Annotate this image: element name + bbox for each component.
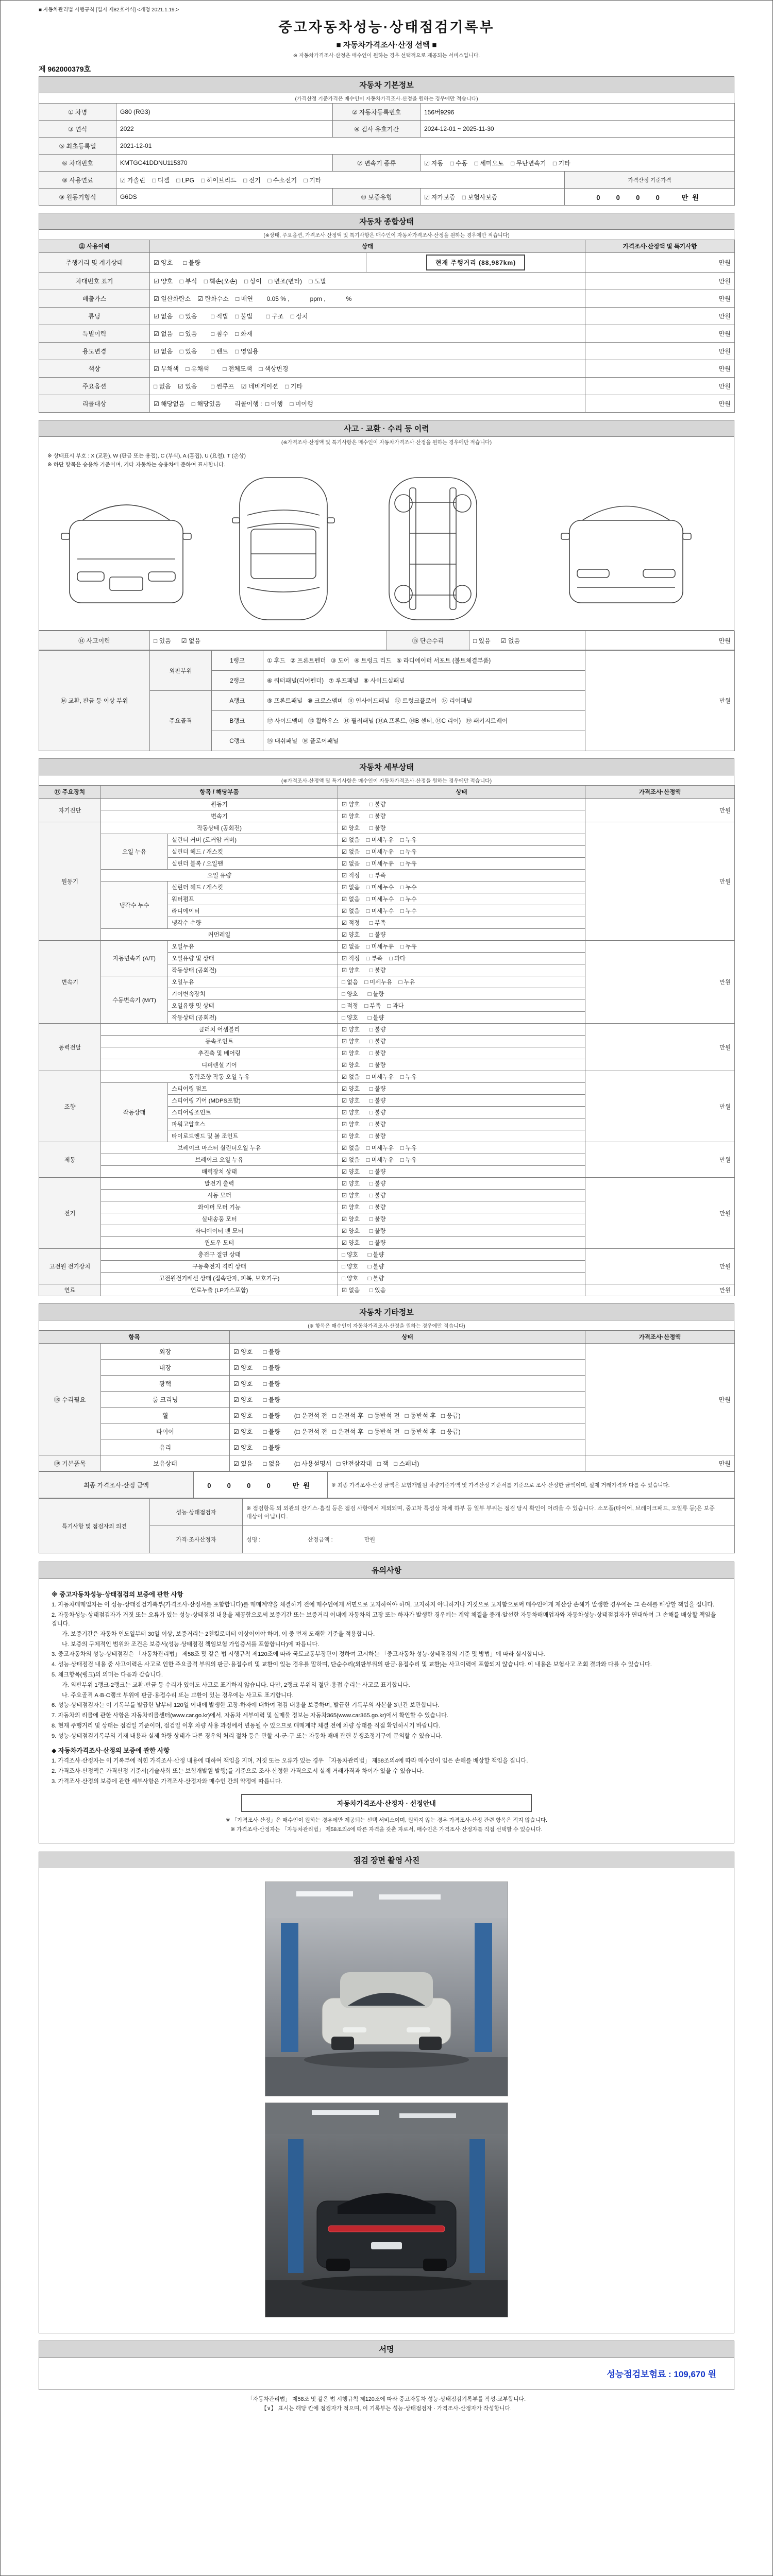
cell: ※ 최종 가격조사·산정 금액은 보험개발원 차량기준가액 및 가격산정 기준서를 기준으로 조사·산정한 금액이며, 실제 거래가격과 다를 수 있습니다. [328, 1472, 735, 1498]
cell: 동력조향 작동 오일 누유 [101, 1071, 338, 1083]
cell: 휠 [101, 1408, 230, 1423]
cell: 만원 [585, 1344, 735, 1455]
cell: 냉각수 누수 [101, 882, 168, 929]
cell: ☑ 해당없음 □ 해당있음 리콜이행 : □ 이행 □ 미이행 [150, 395, 585, 413]
cell: 스티어링조인트 [168, 1107, 338, 1118]
cell: B랭크 [212, 711, 263, 731]
cell: 내장 [101, 1360, 230, 1376]
cell: ⑯ 교환, 판금 등 이상 부위 [39, 651, 150, 751]
engine-type: G6DS [116, 189, 333, 206]
cell: 유리 [101, 1439, 230, 1455]
cell: ☑ 양호 □ 불량 [338, 1166, 585, 1178]
cell: 작동상태 (공회전) [168, 964, 338, 976]
final-price-label: 최종 가격조사·산정 금액 [39, 1472, 194, 1498]
cell: 고전원 전기장치 [39, 1249, 101, 1284]
cell: 만원 [585, 395, 735, 413]
notice-line: 6. 성능·상태점검자는 이 기록부를 발급한 날부터 120일 이내에 발생한 고장·하자에 대하여 점검 내용을 보증하며, 발급한 기록부의 사본을 3년간 보관합니다. [52, 1702, 440, 1709]
notice-title: 유의사항 [39, 1562, 734, 1579]
section-misc-title: 자동차 기타정보 [39, 1303, 734, 1320]
cell: 실린더 헤드 / 개스킷 [168, 846, 338, 858]
cell: 만원 [585, 1071, 735, 1142]
cell: ☑ 양호 □ 불량 [338, 1130, 585, 1142]
cell: A랭크 [212, 691, 263, 711]
car-top-diagram [232, 478, 334, 620]
cell: ☑ 양호 □ 불량 [338, 929, 585, 941]
cell: 만원 [585, 343, 735, 360]
cell: ☑ 없음 □ 미세누유 □ 누유 [338, 1142, 585, 1154]
cell: ☑ 양호 □ 불량 [338, 1237, 585, 1249]
cell: ⑩ 보증유형 [333, 189, 421, 206]
cell: 룸 크리닝 [101, 1392, 230, 1408]
final-price-value: 0 0 0 0 만원 [194, 1472, 328, 1498]
cell: 워터펌프 [168, 893, 338, 905]
cell: ☑ 적정 □ 부족 [338, 917, 585, 929]
cell: 자기진단 [39, 799, 101, 822]
cell: 실린더 헤드 / 개스킷 [168, 882, 338, 893]
cell: 제동 [39, 1142, 101, 1178]
cell: 만원 [585, 799, 735, 822]
car-outline-diagrams [49, 471, 724, 626]
footer-line-1: 「자동차관리법」 제58조 및 같은 법 시행규칙 제120조에 따라 중고자동차 성능·상태점검기록부를 작성·교부합니다. [247, 2396, 526, 2403]
cell: ③ 연식 [39, 121, 116, 138]
cell: ☑ 양호 □ 불량 [338, 1201, 585, 1213]
signature-title: 서명 [39, 2341, 734, 2358]
cell: 냉각수 수량 [168, 917, 338, 929]
notice-line: ※ 「가격조사·산정」은 매수인이 원하는 경우에만 제공되는 선택 서비스이며, 원하지 않는 경우 가격조사·산정 관련 항목은 적지 않습니다. [226, 1817, 547, 1824]
cell: 변속기 [101, 810, 338, 822]
cell: 파워고압호스 [168, 1118, 338, 1130]
cell: 스티어링 기어 (MDPS포함) [168, 1095, 338, 1107]
detail-condition-table [39, 785, 735, 1296]
cell: 가격조사·산정액 및 특기사항 [585, 240, 735, 253]
cell: 만원 [585, 1178, 735, 1249]
cell: □ 없음 □ 미세누유 □ 누유 [338, 976, 585, 988]
notice-line: 1. 가격조사·산정자는 이 기록부에 적힌 가격조사·산정 내용에 대하여 책임을 지며, 거짓 또는 오류가 있는 경우 「자동차관리법」 제58조의4에 따라 매수인이 입은 손해를 배상할 책임을 집니다. [52, 1758, 528, 1765]
cell: ☑ 없음 □ 미세누유 □ 누유 [338, 1071, 585, 1083]
cell: 수동변속기 (M/T) [101, 976, 168, 1024]
notice-line: 9. 성능·상태점검기록부의 기재 내용과 실제 차량 상태가 다른 경우의 처리 절차 등은 관할 시·군·구 또는 자동차 매매 관련 분쟁조정기구에 문의할 수 있습니다. [52, 1733, 443, 1739]
cell: 상태 [150, 240, 585, 253]
cell: 성능·상태점검자 [150, 1499, 243, 1526]
cell: 시동 모터 [101, 1190, 338, 1201]
cell: ☑ 없음 □ 있음 □ 렌트 □ 영업용 [150, 343, 585, 360]
cell: 만원 [585, 631, 735, 650]
cell: 윈도우 모터 [101, 1237, 338, 1249]
cell: 만원 [585, 1142, 735, 1178]
cell: ☑ 양호 □ 불량 [338, 1024, 585, 1036]
cell: ☑ 양호 □ 불량 [338, 810, 585, 822]
cell: ☑ 양호 □ 불량 [338, 1225, 585, 1237]
section-misc-note: (※ 항목은 매수인이 자동차가격조사·산정을 원하는 경우에만 적습니다) [39, 1320, 734, 1330]
notice-part1 [52, 1590, 721, 1741]
document-subtitle-note: ※ 자동차가격조사·산정은 매수인이 원하는 경우 선택적으로 제공되는 서비스입니다. [293, 53, 480, 59]
notice-line: 8. 현재 주행거리 및 상태는 점검일 기준이며, 점검일 이후 차량 사용 과정에서 변동될 수 있으므로 매매계약 체결 전에 차량 상태를 직접 확인하시기 바랍니다. [52, 1723, 440, 1729]
cell: 충전구 절연 상태 [101, 1249, 338, 1261]
document-page [39, 0, 734, 2412]
cell: 배출가스 [39, 290, 150, 308]
cell: ☑ 없음 □ 미세누유 □ 누유 [338, 1154, 585, 1166]
notice-part2 [52, 1746, 721, 1786]
cell: ☑ 양호 □ 불량 [230, 1376, 585, 1392]
notice-line: 2. 자동차성능·상태점검자가 거짓 또는 오류가 있는 성능·상태점검 내용을 제공함으로써 보증기간 또는 보증거리 이내에 자동차의 고장 또는 하자가 발생한 경우에는 계약 체결을 중개·알선한 자동차매매업자와 자동차성능·상태점검자가 연대하여 그 손해를 배상할 책임을 집니다. [52, 1612, 718, 1628]
cell: 브레이크 마스터 실린더오일 누유 [101, 1142, 338, 1154]
cell: 항목 [39, 1331, 230, 1344]
section-overall-title: 자동차 종합상태 [39, 213, 734, 229]
emission-values: ☑ 일산화탄소 ☑ 탄화수소 □ 매연 0.05 % , ppm , % [150, 290, 585, 308]
warranty-type: ☑ 자가보증 □ 보험사보증 [421, 189, 565, 206]
cell: ☑ 없음 □ 미세누유 □ 누유 [338, 941, 585, 953]
cell: ☑ 양호 □ 불량 (□ 운전석 전 □ 운전석 후 □ 동반석 전 □ 동반석 후 □ 응급) [230, 1408, 585, 1423]
cell: 오일 유량 [101, 870, 338, 882]
cell: 만원 [585, 360, 735, 378]
cell: ① 후드 ② 프론트펜더 ③ 도어 ④ 트렁크 리드 ⑤ 라디에이터 서포트 (볼트체결부품) [263, 651, 585, 671]
cell: 특별이력 [39, 325, 150, 343]
inspection-valid-period: 2024-12-01 ~ 2025-11-30 [421, 121, 735, 138]
section-accident-note: (※가격조사·산정액 및 특기사항은 매수인이 자동차가격조사·산정을 원하는 경우에만 적습니다) [39, 436, 734, 447]
cell: 실린더 커버 (로커암 커버) [168, 834, 338, 846]
cell: 가격조사·산정액 [585, 786, 735, 799]
cell: ☑ 양호 □ 불량 [338, 1095, 585, 1107]
section-accident-title: 사고 · 교환 · 수리 등 이력 [39, 420, 734, 436]
cell: 광택 [101, 1376, 230, 1392]
cell: ⑤ 최초등록일 [39, 138, 116, 155]
cell: 리콜대상 [39, 395, 150, 413]
cell: ⑱ 수리필요 [39, 1344, 101, 1455]
first-registration-date: 2021-12-01 [116, 138, 735, 155]
section-basic-note: (가격산정 기준가격은 매수인이 자동차가격조사·산정을 원하는 경우에만 적습니다) [39, 93, 734, 103]
cell: 오일누유 [168, 941, 338, 953]
notice-line: 3. 가격조사·산정의 보증에 관한 세부사항은 가격조사·산정자와 매수인 간의 약정에 따릅니다. [52, 1778, 282, 1785]
cell: ☑ 양호 □ 불량 [338, 1036, 585, 1047]
section-detail-note: (※가격조사·산정액 및 특기사항은 매수인이 자동차가격조사·산정을 원하는 경우에만 적습니다) [39, 775, 734, 785]
cell: ☑ 양호 □ 불량 [338, 1047, 585, 1059]
cell: ☑ 양호 □ 불량 [338, 1178, 585, 1190]
footer [39, 2395, 734, 2412]
cell: ⑮ 대쉬패널 ⑯ 플로어패널 [263, 731, 585, 751]
cell: ④ 검사 유효기간 [333, 121, 421, 138]
cell: ☑ 양호 □ 불량 [230, 1392, 585, 1408]
cell: 타이로드엔드 및 볼 조인트 [168, 1130, 338, 1142]
cell: 만원 [585, 822, 735, 941]
inspection-photo-front [265, 1882, 508, 2096]
notice-line: ※ 중고자동차성능·상태점검의 보증에 관한 사항 [52, 1591, 183, 1598]
notice-line: 2. 가격조사·산정액은 가격산정 기준서(기술사회 또는 보험개발원 발행)를 기준으로 조사·산정한 가격으로서 실제 거래가격과 차이가 있을 수 있습니다. [52, 1768, 424, 1774]
cell: 타이어 [101, 1423, 230, 1439]
cell: ⑰ 주요장치 [39, 786, 101, 799]
cell: 만원 [585, 378, 735, 395]
notice-line: 3. 중고자동차의 성능·상태점검은 「자동차관리법」 제58조 및 같은 법 시행규칙 제120조에 따라 국토교통부장관이 정하여 고시하는 「중고자동차 성능·상태점검의 기준 및 방법」에 따라 실시합니다. [52, 1651, 545, 1658]
remark-table [39, 1498, 735, 1553]
section-detail-title: 자동차 세부상태 [39, 758, 734, 775]
cell: ☑ 양호 □ 불량 [150, 253, 366, 273]
cell: ☑ 없음 □ 미세누유 □ 누유 [338, 858, 585, 870]
cell: 오일 누유 [101, 834, 168, 870]
notice-line: 가. 외판부위 1랭크·2랭크는 교환·판금 등 수리가 있어도 사고로 표기하지 않습니다. 다만, 2랭크 부위의 절단·용접 수리는 사고로 표기합니다. [62, 1682, 410, 1688]
cell: ☑ 양호 □ 불량 [338, 1118, 585, 1130]
cell: 오일유량 및 상태 [168, 1000, 338, 1012]
cell: 항목 / 해당부품 [101, 786, 338, 799]
cell: 만원 [585, 651, 735, 751]
cell: 구동축전지 격리 상태 [101, 1261, 338, 1273]
model-year: 2022 [116, 121, 333, 138]
notice-line: 1. 자동차매매업자는 이 성능·상태점검기록부(가격조사·산정서를 포함합니다)를 매매계약을 체결하기 전에 매수인에게 서면으로 고지하여야 하며, 고지하지 아니하거나 거짓으로 고지함으로써 매수인에게 재산상 손해가 발생한 경우에는 그 손해를 배상할 책임을 집니다. [52, 1602, 715, 1608]
cell: ⑫ 사이드멤버 ⑬ 휠하우스 ⑭ 필러패널 (⑭A 프론트, ⑭B 센터, ⑭C 리어) ⑲ 패키지트레이 [263, 711, 585, 731]
odometer-box: 현재 주행거리 (88,987km) [366, 253, 585, 273]
notice-line: ◆ 자동차가격조사·산정의 보증에 관한 사항 [52, 1747, 170, 1754]
cell: 주행거리 및 계기상태 [39, 253, 150, 273]
car-diagram-panel [39, 447, 734, 631]
cell: □ 없음 ☑ 있음 □ 썬루프 ☑ 네비게이션 □ 기타 [150, 378, 585, 395]
transmission-type: ☑ 자동 □ 수동 □ 세미오토 □ 무단변속기 □ 기타 [421, 155, 735, 172]
cell: ☑ 양호 □ 불량 [338, 1213, 585, 1225]
price-appraisal-select-box: 자동차가격조사·산정자 · 선정안내 [241, 1794, 532, 1812]
fuel-type: ☑ 가솔린 □ 디젤 □ LPG □ 하이브리드 □ 전기 □ 수소전기 □ 기타 [116, 172, 565, 189]
cell: 상태 [338, 786, 585, 799]
cell: 실린더 블록 / 오일팬 [168, 858, 338, 870]
cell: 만원 [585, 941, 735, 1024]
inspection-photo-rear [265, 2103, 508, 2317]
cell: ⑪ 사용이력 [39, 240, 150, 253]
cell: 자동변속기 (A/T) [101, 941, 168, 976]
cell: 등속조인트 [101, 1036, 338, 1047]
accident-status-table [39, 631, 735, 650]
cell: ⑨ 원동기형식 [39, 189, 116, 206]
cell: ☑ 없음 □ 미세누수 □ 누수 [338, 882, 585, 893]
basic-info-table [39, 103, 735, 206]
cell: □ 양호 □ 불량 [338, 988, 585, 1000]
cell: 브레이크 오일 누유 [101, 1154, 338, 1166]
cell: 상태 [230, 1331, 585, 1344]
cell: ☑ 없음 □ 미세누유 □ 누유 [338, 834, 585, 846]
cell: 주요옵션 [39, 378, 150, 395]
cell: 만원 [585, 253, 735, 273]
cell: 색상 [39, 360, 150, 378]
vin: KMTGC41DDNU115370 [116, 155, 333, 172]
cell: ☑ 양호 □ 불량 [338, 1107, 585, 1118]
cell: 라디에이터 [168, 905, 338, 917]
price-appraisal-select-notes [52, 1816, 721, 1833]
cell: 작동상태 (공회전) [168, 1012, 338, 1024]
cell: ☑ 양호 □ 불량 [338, 964, 585, 976]
cell: 라디에이터 팬 모터 [101, 1225, 338, 1237]
cell: 실내송풍 모터 [101, 1213, 338, 1225]
cell: 만원 [585, 1249, 735, 1284]
cell: 원동기 [39, 822, 101, 941]
cell: 조향 [39, 1071, 101, 1142]
cell: 만원 [585, 273, 735, 290]
notice-line: ※ 가격조사·산정자는 「자동차관리법」 제58조의4에 따른 자격을 갖춘 자로서, 매수인은 가격조사·산정자를 직접 선택할 수 있습니다. [230, 1826, 543, 1833]
car-rear-diagram [561, 506, 691, 603]
photo-section [39, 1852, 734, 2333]
cell: 동력전달 [39, 1024, 101, 1071]
cell: ⑲ 기본품목 [39, 1455, 101, 1471]
cell: 주요골격 [150, 691, 212, 751]
base-price-value: 0 0 0 0 만원 [565, 189, 735, 206]
cell: 튜닝 [39, 308, 150, 325]
cell: 가격·조사산정자 [150, 1526, 243, 1553]
cell: ☑ 양호 □ 불량 [230, 1439, 585, 1455]
cell: ☑ 양호 □ 불량 [230, 1360, 585, 1376]
cell: 만원 [585, 308, 735, 325]
cell: 만원 [585, 325, 735, 343]
cell: 1랭크 [212, 651, 263, 671]
cell: □ 양호 □ 불량 [338, 1273, 585, 1284]
notice-section [39, 1562, 734, 1843]
cell: ☑ 없음 □ 있음 [338, 1284, 585, 1296]
cell: 연료누출 (LP가스포함) [101, 1284, 338, 1296]
accident-history: □ 있음 ☑ 없음 [150, 631, 387, 650]
document-number: 제 962000379호 [39, 65, 91, 73]
cell: ☑ 양호 □ 불량 [338, 1059, 585, 1071]
cell: ☑ 무채색 □ 유채색 □ 전체도색 □ 색상변경 [150, 360, 585, 378]
cell: 작동상태 [101, 1083, 168, 1142]
cell: 발전기 출력 [101, 1178, 338, 1190]
document-title: 중고자동차성능·상태점검기록부 [278, 20, 495, 35]
cell: 커먼레일 [101, 929, 338, 941]
cell: 디퍼렌셜 기어 [101, 1059, 338, 1071]
cell: ☑ 적정 □ 부족 [338, 870, 585, 882]
cell: □ 양호 □ 불량 [338, 1261, 585, 1273]
simple-repair: □ 있음 ☑ 없음 [469, 631, 585, 650]
cell: □ 양호 □ 불량 [338, 1012, 585, 1024]
cell: □ 양호 □ 불량 [338, 1249, 585, 1261]
cell: 연료 [39, 1284, 101, 1296]
cell: ① 차명 [39, 104, 116, 121]
document-subtitle: ■ 자동차가격조사·산정 선택 ■ [336, 41, 437, 49]
cell: 외판부위 [150, 651, 212, 691]
photo-section-title: 점검 장면 촬영 사진 [39, 1852, 734, 1868]
notice-line: 7. 자동차의 리콜에 관한 사항은 자동차리콜센터(www.car.go.kr)에서, 자동차 세부이력 및 실매물 정보는 자동차365(www.car365.go.kr)에서 확인할 수 있습니다. [52, 1713, 448, 1719]
vehicle-name: G80 (RG3) [116, 104, 333, 121]
cell: 추진축 및 베어링 [101, 1047, 338, 1059]
diagram-note: ※ 하단 항목은 승용차 기준이며, 기타 자동차는 승용차에 준하여 표시합니다. [47, 462, 226, 468]
notice-line: 5. 체크항목(랭크)의 의미는 다음과 같습니다. [52, 1672, 163, 1679]
cell: ⑧ 사용연료 [39, 172, 116, 189]
notice-line: 4. 성능·상태점검 내용 중 사고이력은 사고로 인한 주요골격 부위의 판금·용접수리 및 교환이 있는 경우를 말하며, 단순수리(외판부위의 판금·용접수리 및 교환)는 사고이력에 포함되지 않습니다. 이 내용은 보험사고 조회 결과와 다를 수 있습니다. [52, 1662, 652, 1668]
cell: ⑦ 변속기 종류 [333, 155, 421, 172]
cell: 용도변경 [39, 343, 150, 360]
cell: 와이퍼 모터 기능 [101, 1201, 338, 1213]
car-front-diagram [61, 505, 191, 603]
cell: 차대번호 표기 [39, 273, 150, 290]
notice-line: 가. 보증기간은 자동차 인도일부터 30일 이상, 보증거리는 2천킬로미터 이상이어야 하며, 이 중 먼저 도래한 기준을 적용합니다. [62, 1631, 375, 1637]
cell: 가격조사·산정액 [585, 1331, 735, 1344]
exchange-rank-table [39, 650, 735, 751]
cell: ② 자동차등록번호 [333, 104, 421, 121]
cell: 2랭크 [212, 671, 263, 691]
cell: 오일누유 [168, 976, 338, 988]
cell: ☑ 적정 □ 부족 □ 과다 [338, 953, 585, 964]
cell: 변속기 [39, 941, 101, 1024]
section-basic-title: 자동차 기본정보 [39, 76, 734, 93]
cell: ☑ 없음 □ 미세누수 □ 누수 [338, 893, 585, 905]
cell: □ 적정 □ 부족 □ 과다 [338, 1000, 585, 1012]
cell: ☑ 없음 □ 있음 □ 침수 □ 화재 [150, 325, 585, 343]
cell: 고전원전기배선 상태 (접속단자, 피복, 보호기구) [101, 1273, 338, 1284]
section-overall-note: (※상태, 주요옵션, 가격조사·산정액 및 특기사항은 매수인이 자동차가격조사·산정을 원하는 경우에만 적습니다) [39, 229, 734, 240]
inspector-opinion: ※ 점검항목 외 외관의 잔기스·흠집 등은 점검 사항에서 제외되며, 중고차 특성상 차체 하부 등 일부 부위는 점검 당시 확인이 어려울 수 있습니다. 소모품(타이어, 브레이크패드, 오일류 등)은 보증 대상이 아닙니다. [243, 1499, 735, 1526]
final-price-table [39, 1471, 735, 1498]
cell: 만원 [585, 1455, 735, 1471]
footer-line-2: 【∨】 표시는 해당 칸에 점검자가 적으며, 이 기록부는 성능·상태점검자 · 가격조사·산정자가 작성합니다. [261, 2405, 512, 2412]
cell: ⑭ 사고이력 [39, 631, 150, 650]
cell: ⑥ 쿼터패널(리어펜더) ⑦ 루프패널 ⑧ 사이드실패널 [263, 671, 585, 691]
cell: 만원 [585, 1284, 735, 1296]
state-code-legend: ※ 상태표시 부호 : X (교환), W (판금 또는 용접), C (부식), A (흠집), U (요철), T (손상) [47, 453, 246, 459]
cell: ☑ 없음 □ 있음 □ 적법 □ 불법 □ 구조 □ 장치 [150, 308, 585, 325]
cell: 만원 [585, 290, 735, 308]
cell: 기어변속장치 [168, 988, 338, 1000]
cell: ☑ 양호 □ 불량 (□ 운전석 전 □ 운전석 후 □ 동반석 전 □ 동반석 후 □ 응급) [230, 1423, 585, 1439]
cell: ⑥ 차대번호 [39, 155, 116, 172]
signature-section [39, 2341, 734, 2390]
plate-number: 156버9296 [421, 104, 735, 121]
cell: ☑ 없음 □ 미세누수 □ 누수 [338, 905, 585, 917]
cell: ☑ 양호 □ 불량 [230, 1344, 585, 1360]
insurance-fee: 성능점검보험료 : 109,670 원 [607, 2369, 716, 2380]
cell: 배력장치 상태 [101, 1166, 338, 1178]
cell: ☑ 양호 □ 불량 [338, 1083, 585, 1095]
cell: 원동기 [101, 799, 338, 810]
cell: 만원 [585, 1024, 735, 1071]
cell: 보유상태 [101, 1455, 230, 1471]
cell: ☑ 있음 □ 없음 (□ 사용설명서 □ 안전삼각대 □ 잭 □ 스패너) [230, 1455, 585, 1471]
law-reference: ■ 자동차관리법 시행규칙 [별지 제82호서식] <개정 2021.1.19.> [39, 7, 179, 13]
cell: 특기사항 및 점검자의 의견 [39, 1499, 150, 1553]
base-price-label: 가격산정 기준가격 [565, 172, 735, 189]
cell: C랭크 [212, 731, 263, 751]
cell: 스티어링 펌프 [168, 1083, 338, 1095]
cell: ☑ 양호 □ 불량 [338, 1190, 585, 1201]
cell: 오일유량 및 상태 [168, 953, 338, 964]
misc-info-table [39, 1330, 735, 1471]
cell: 작동상태 (공회전) [101, 822, 338, 834]
overall-condition-table [39, 240, 735, 413]
cell: ☑ 양호 □ 부식 □ 훼손(오손) □ 상이 □ 변조(변타) □ 도말 [150, 273, 585, 290]
cell: ☑ 없음 □ 미세누유 □ 누유 [338, 846, 585, 858]
cell: ☑ 양호 □ 불량 [338, 822, 585, 834]
cell: ⑮ 단순수리 [387, 631, 469, 650]
cell: ⑨ 프론트패널 ⑩ 크로스멤버 ⑪ 인사이드패널 ⑰ 트렁크플로어 ⑱ 리어패널 [263, 691, 585, 711]
notice-line: 나. 주요골격 A·B·C랭크 부위에 판금·용접수리 또는 교환이 있는 경우에는 사고로 표기합니다. [62, 1692, 294, 1699]
cell: 외장 [101, 1344, 230, 1360]
appraiser-opinion: 성명 : 산정금액 : 만원 [243, 1526, 735, 1553]
cell: ☑ 양호 □ 불량 [338, 799, 585, 810]
car-underbody-diagram [389, 478, 477, 620]
notice-line: 나. 보증의 구체적인 범위와 조건은 보증서(성능·상태점검 책임보험 가입증서를 포함합니다)에 따릅니다. [62, 1641, 320, 1648]
cell: 전기 [39, 1178, 101, 1249]
cell: 클러치 어셈블리 [101, 1024, 338, 1036]
